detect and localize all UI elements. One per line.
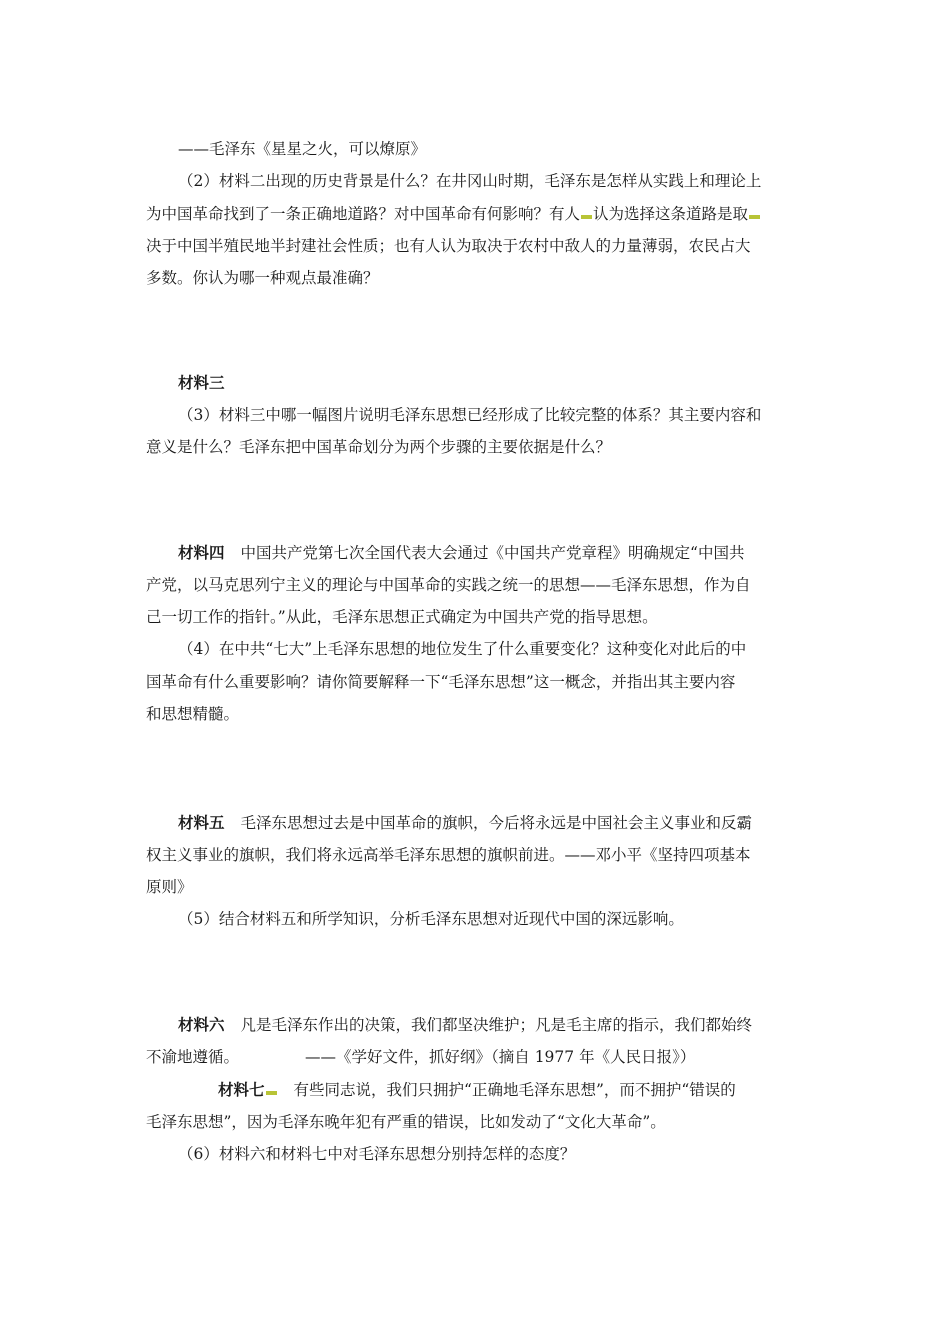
material-5-text-1: 毛泽东思想过去是中国革命的旗帜，今后将永远是中国社会主义事业和反霸 <box>240 814 753 832</box>
material-4-line-1 <box>178 543 848 563</box>
question-4-line-2: 国革命有什么重要影响？请你简要解释一下“毛泽东思想”这一概念，并指出其主要内容 <box>146 673 736 691</box>
material-4-line-3: 己一切工作的指针。”从此，毛泽东思想正式确定为中国共产党的指导思想。 <box>146 608 658 626</box>
material-3-label: 材料三 <box>178 373 225 392</box>
question-4-line-3: 和思想精髓。 <box>146 705 240 723</box>
material-7-line-1 <box>218 1080 888 1100</box>
question-2-line-2 <box>146 204 816 224</box>
material-7-text-1: 有些同志说，我们只拥护“正确地毛泽东思想”，而不拥护“错误的 <box>293 1081 736 1099</box>
highlight-mark <box>581 215 592 219</box>
material-5-line-2: 权主义事业的旗帜，我们将永远高举毛泽东思想的旗帜前进。——邓小平《坚持四项基本 <box>146 846 751 864</box>
material-6-line-1 <box>178 1015 848 1035</box>
material-7-label: 材料七 <box>218 1080 265 1099</box>
question-2-line-1: （2）材料二出现的历史背景是什么？在井冈山时期，毛泽东是怎样从实践上和理论上 <box>178 172 762 190</box>
material-5-line-3: 原则》 <box>146 878 193 896</box>
question-3-line-1: （3）材料三中哪一幅图片说明毛泽东思想已经形成了比较完整的体系？其主要内容和 <box>178 406 762 424</box>
material-6-text-1: 凡是毛泽东作出的决策，我们都坚决维护；凡是毛主席的指示，我们都始终 <box>240 1016 753 1034</box>
material-6-label: 材料六 <box>178 1015 225 1034</box>
material-6-text-2a: 不渝地遵循。 <box>146 1048 240 1066</box>
material-4-line-2: 产党，以马克思列宁主义的理论与中国革命的实践之统一的思想——毛泽东思想，作为自 <box>146 576 751 594</box>
question-3-line-2: 意义是什么？毛泽东把中国革命划分为两个步骤的主要依据是什么？ <box>146 438 612 456</box>
material-5-label: 材料五 <box>178 813 225 832</box>
question-2-line-4: 多数。你认为哪一种观点最准确？ <box>146 269 379 287</box>
material-5-line-1 <box>178 813 848 833</box>
question-6-line: （6）材料六和材料七中对毛泽东思想分别持怎样的态度？ <box>178 1145 576 1163</box>
highlight-mark <box>749 215 760 219</box>
material-4-text-1: 中国共产党第七次全国代表大会通过《中国共产党章程》明确规定“中国共 <box>240 544 745 562</box>
question-5-line: （5）结合材料五和所学知识，分析毛泽东思想对近现代中国的深远影响。 <box>178 910 684 928</box>
material-4-label: 材料四 <box>178 543 225 562</box>
material-6-source: ——《学好文件，抓好纲》（摘自 1977 年《人民日报》） <box>305 1048 696 1066</box>
material-6-line-2 <box>146 1047 816 1067</box>
highlight-mark <box>266 1091 277 1095</box>
question-4-line-1: （4）在中共“七大”上毛泽东思想的地位发生了什么重要变化？这种变化对此后的中 <box>178 640 747 658</box>
attribution-line: ——毛泽东《星星之火，可以燎原》 <box>178 140 427 158</box>
question-2-line-2a: 为中国革命找到了一条正确地道路？对中国革命有何影响？有人 <box>146 205 581 223</box>
material-7-line-2: 毛泽东思想”，因为毛泽东晚年犯有严重的错误，比如发动了“文化大革命”。 <box>146 1113 666 1131</box>
question-2-line-2b: 认为选择这条道路是取 <box>593 205 749 223</box>
question-2-line-3: 决于中国半殖民地半封建社会性质；也有人认为取决于农村中敌人的力量薄弱，农民占大 <box>146 237 751 255</box>
